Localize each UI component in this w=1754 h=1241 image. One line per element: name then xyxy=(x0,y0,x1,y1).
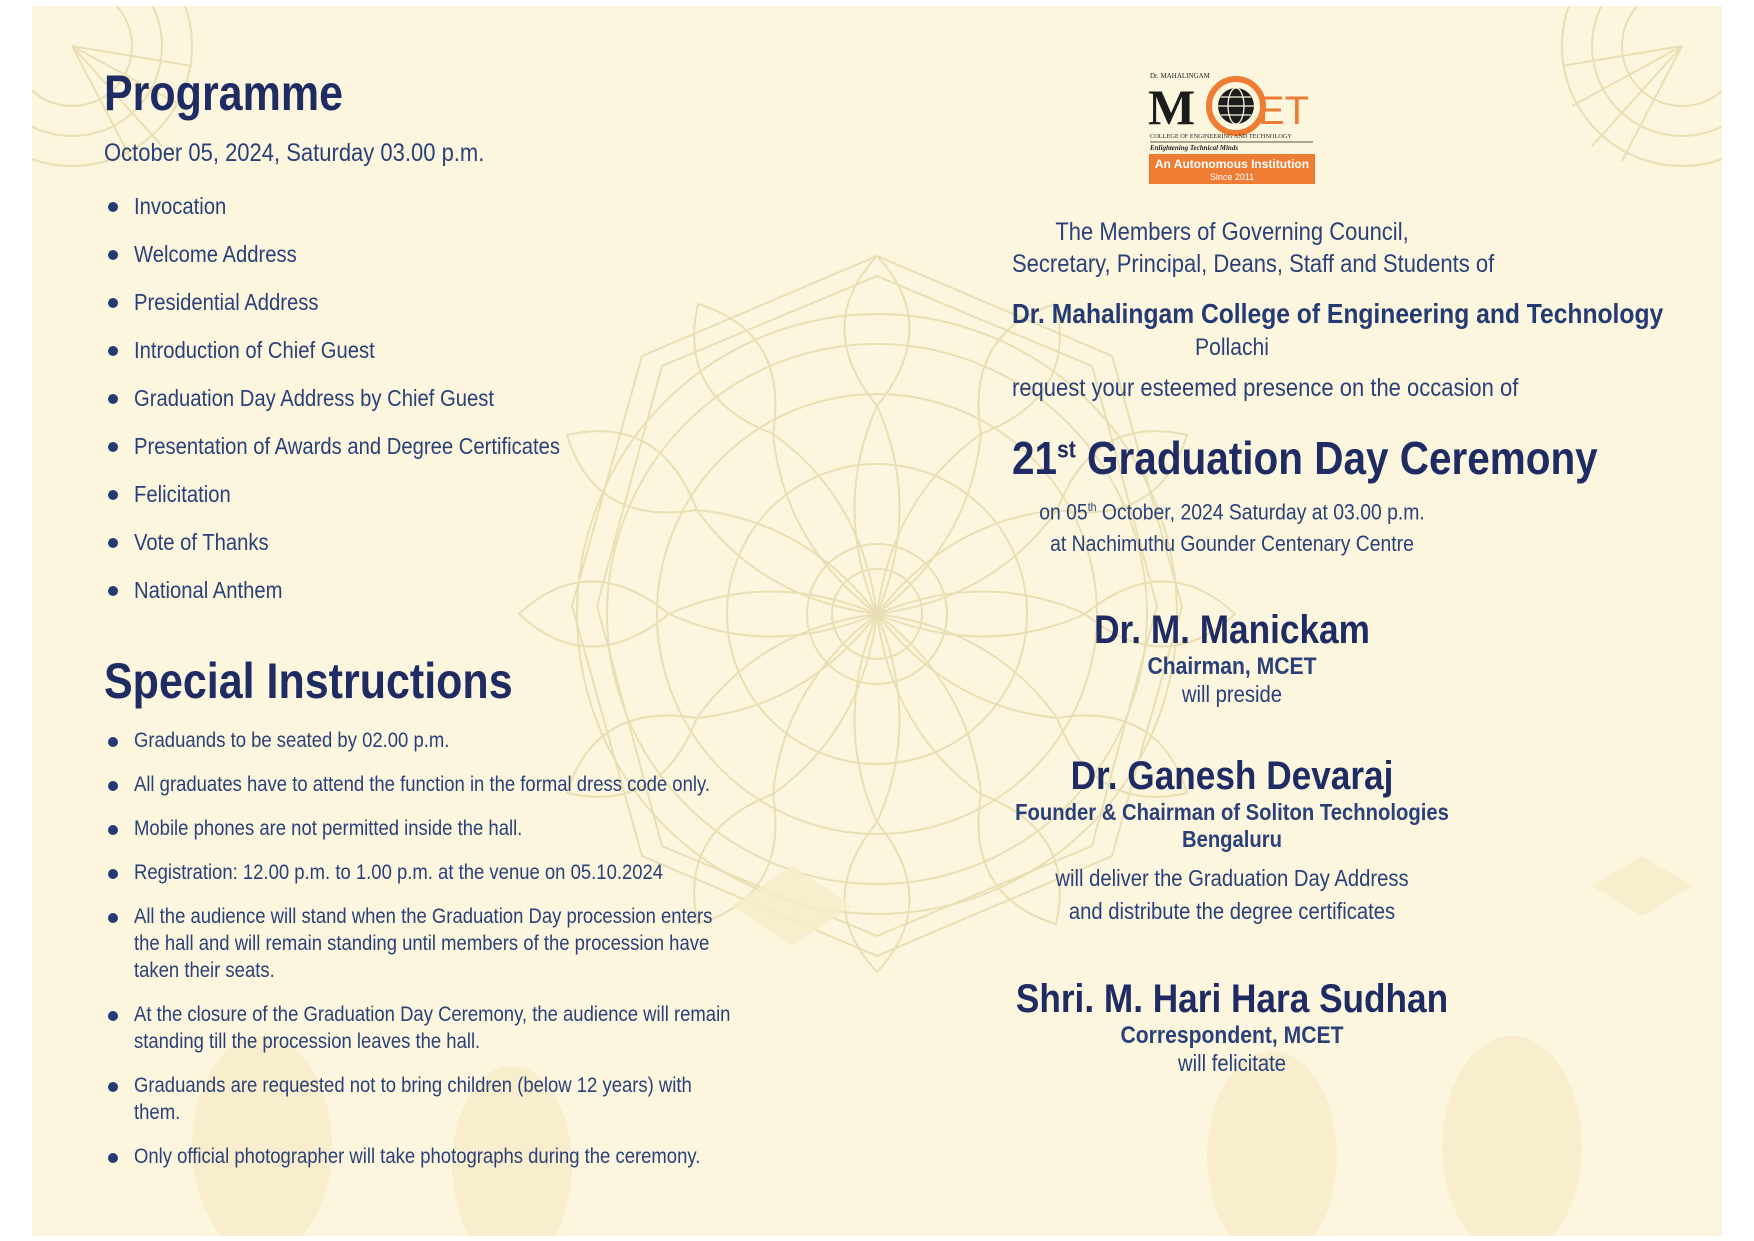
ceremony-date: on 05th October, 2024 Saturday at 03.00 p.m. xyxy=(1039,499,1425,525)
instructions-list xyxy=(104,727,804,1170)
bullet-icon xyxy=(108,202,118,212)
list-item: Graduation Day Address by Chief Guest xyxy=(104,374,804,422)
list-item: Only official photographer will take photographs during the ceremony. xyxy=(104,1143,804,1170)
list-item: Graduands are requested not to bring children (below 12 years) with them. xyxy=(104,1072,804,1126)
bullet-icon xyxy=(108,298,118,308)
person-block-correspondent xyxy=(982,977,1482,1077)
list-item: Graduands to be seated by 02.00 p.m. xyxy=(104,727,804,754)
person-action: will deliver the Graduation Day Address xyxy=(1055,865,1409,892)
svg-text:COLLEGE OF ENGINEERING AND TEC: COLLEGE OF ENGINEERING AND TECHNOLOGY xyxy=(1150,133,1292,140)
person-name: Shri. M. Hari Hara Sudhan xyxy=(1015,977,1449,1022)
bullet-icon xyxy=(108,490,118,500)
invite-intro: The Members of Governing Council, Secretary, Principal, Deans, Staff and Students of xyxy=(1012,218,1495,278)
bullet-icon xyxy=(108,1011,118,1021)
list-item: Introduction of Chief Guest xyxy=(104,326,804,374)
bullet-icon xyxy=(108,442,118,452)
invitation-card xyxy=(32,6,1722,1236)
bullet-icon xyxy=(108,913,118,923)
bullet-icon xyxy=(108,781,118,791)
person-block-chief-guest xyxy=(982,754,1482,927)
list-item: National Anthem xyxy=(104,566,804,614)
svg-text:ET: ET xyxy=(1258,89,1310,133)
person-role: Founder & Chairman of Soliton Technologies xyxy=(1015,799,1449,826)
list-item: Welcome Address xyxy=(104,230,804,278)
programme-title: Programme xyxy=(104,65,343,121)
person-name: Dr. M. Manickam xyxy=(1094,608,1370,653)
corner-ornament-right xyxy=(1562,6,1722,166)
list-item: All the audience will stand when the Graduation Day procession enters the hall and will remain standing until members of the procession have taken their seats. xyxy=(104,903,804,984)
college-city: Pollachi xyxy=(1195,334,1269,361)
svg-text:Since 2011: Since 2011 xyxy=(1209,172,1255,182)
college-logo xyxy=(1148,66,1316,188)
svg-text:M: M xyxy=(1148,79,1196,135)
list-item: Mobile phones are not permitted inside the hall. xyxy=(104,815,804,842)
left-column xyxy=(104,66,804,1187)
bullet-icon xyxy=(108,394,118,404)
person-block-president xyxy=(982,608,1482,708)
request-line: request your esteemed presence on the occasion of xyxy=(1012,374,1519,402)
list-item: Invocation xyxy=(104,182,804,230)
person-action: will felicitate xyxy=(1178,1050,1286,1077)
bullet-icon xyxy=(108,346,118,356)
bullet-icon xyxy=(108,538,118,548)
bullet-icon xyxy=(108,869,118,879)
svg-text:An Autonomous Institution: An Autonomous Institution xyxy=(1154,157,1310,171)
person-action: will preside xyxy=(1181,681,1283,708)
list-item: At the closure of the Graduation Day Ceremony, the audience will remain standing till the procession leaves the hall. xyxy=(104,1001,804,1055)
list-item: Presentation of Awards and Degree Certificates xyxy=(104,422,804,470)
logo-mark xyxy=(1148,66,1316,188)
college-name: Dr. Mahalingam College of Engineering and Technology xyxy=(1012,298,1664,329)
list-item: Felicitation xyxy=(104,470,804,518)
list-item: Vote of Thanks xyxy=(104,518,804,566)
person-location: Bengaluru xyxy=(1181,826,1283,853)
instructions-title: Special Instructions xyxy=(104,653,513,709)
programme-date: October 05, 2024, Saturday 03.00 p.m. xyxy=(104,139,485,167)
right-column xyxy=(982,66,1664,1077)
svg-text:Enlightening Technical Minds: Enlightening Technical Minds xyxy=(1150,144,1239,152)
bullet-icon xyxy=(108,1153,118,1163)
list-item: Presidential Address xyxy=(104,278,804,326)
programme-list xyxy=(104,182,804,614)
person-role: Correspondent, MCET xyxy=(1120,1022,1344,1050)
list-item: All graduates have to attend the function in the formal dress code only. xyxy=(104,771,804,798)
ceremony-title: 21st Graduation Day Ceremony xyxy=(1012,432,1598,484)
person-role: Chairman, MCET xyxy=(1147,653,1317,681)
bullet-icon xyxy=(108,586,118,596)
bullet-icon xyxy=(108,825,118,835)
bullet-icon xyxy=(108,250,118,260)
list-item: Registration: 12.00 p.m. to 1.00 p.m. at the venue on 05.10.2024 xyxy=(104,859,804,886)
person-name: Dr. Ganesh Devaraj xyxy=(1070,754,1394,799)
person-action-2: and distribute the degree certificates xyxy=(1068,898,1396,925)
bullet-icon xyxy=(108,737,118,747)
svg-text:Dr. MAHALINGAM: Dr. MAHALINGAM xyxy=(1150,72,1210,80)
bullet-icon xyxy=(108,1082,118,1092)
ceremony-venue: at Nachimuthu Gounder Centenary Centre xyxy=(1050,531,1414,557)
